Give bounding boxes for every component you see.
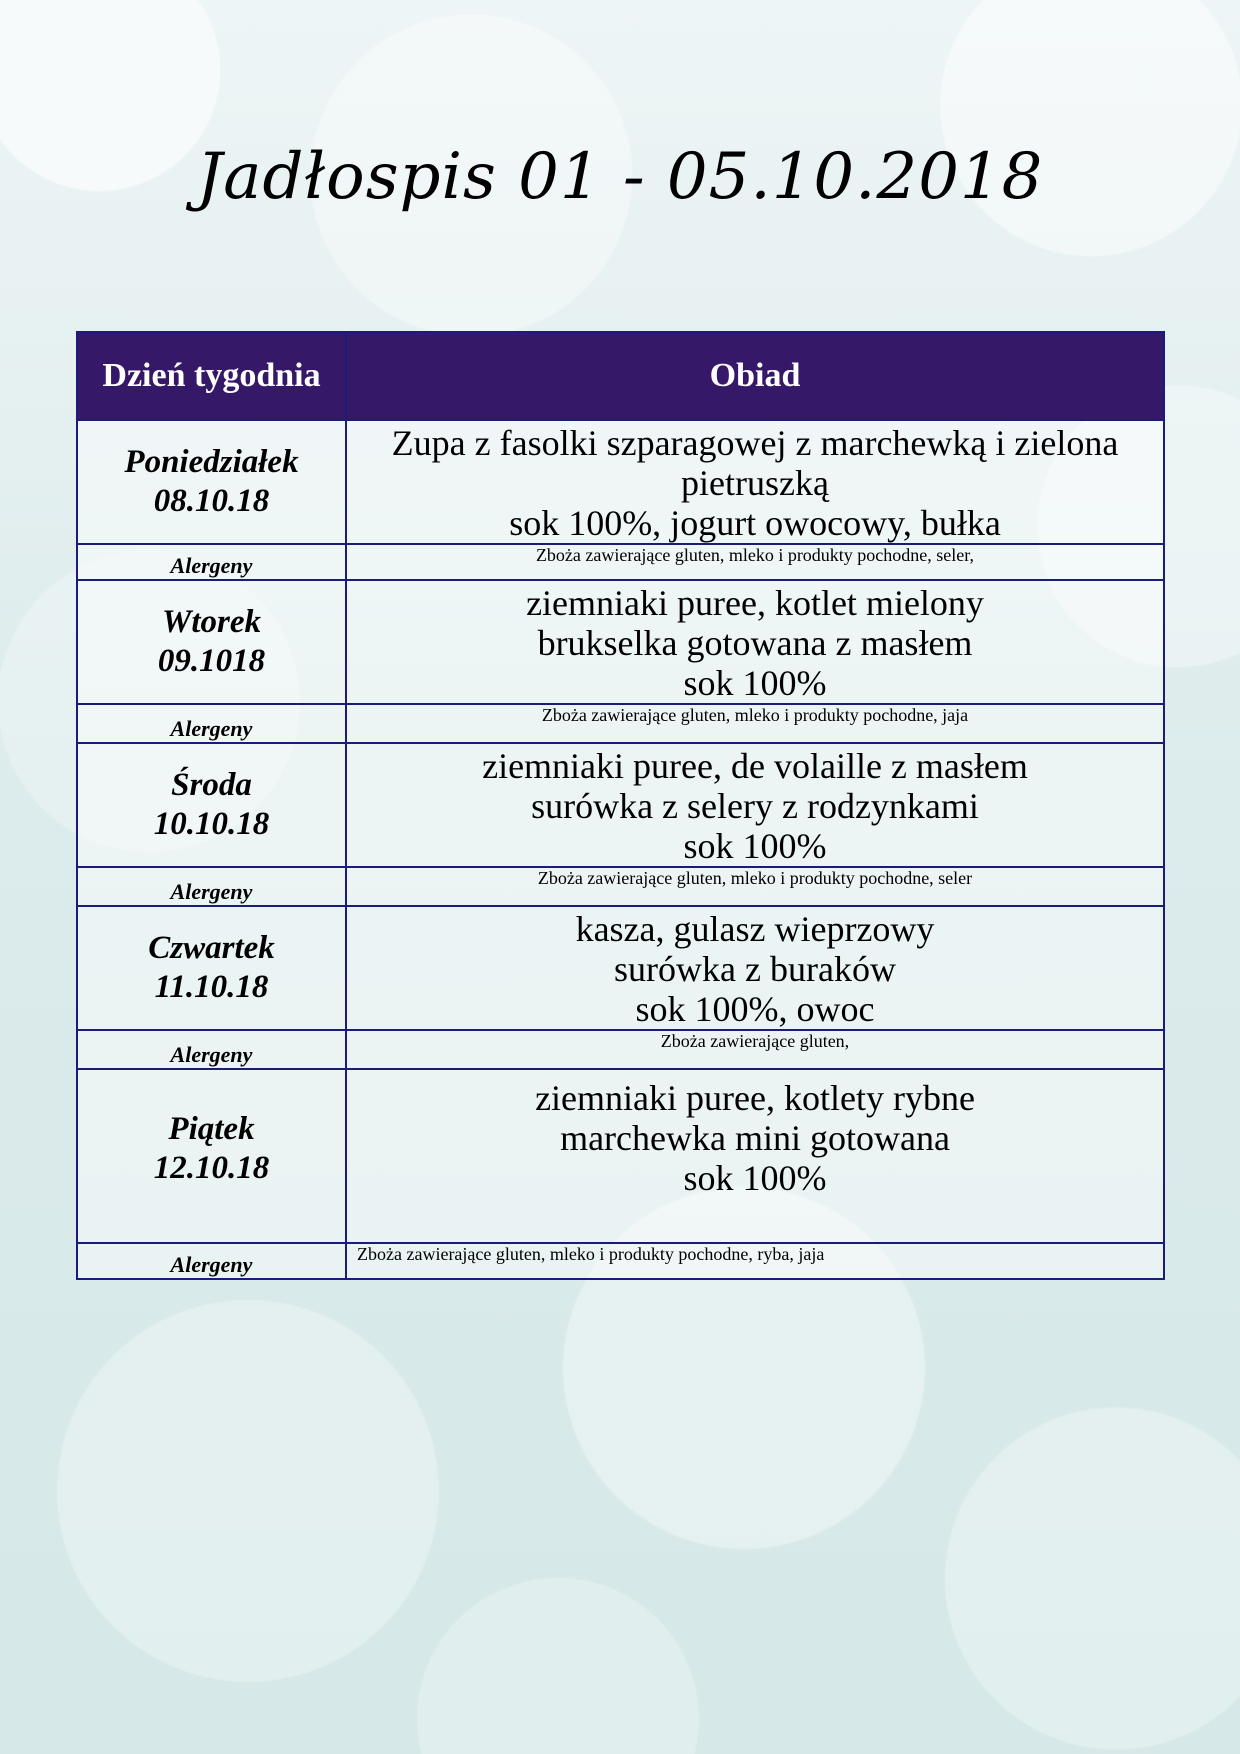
meal-line: ziemniaki puree, kotlety rybne	[535, 1078, 975, 1118]
allergens-text: Zboża zawierające gluten, mleko i produkty pochodne, ryba, jaja	[346, 1243, 1164, 1279]
allergens-label: Alergeny	[77, 867, 346, 906]
meal-line: ziemniaki puree, de volaille z masłem	[482, 746, 1028, 786]
meal-line: sok 100%	[683, 663, 827, 703]
meal-line: marchewka mini gotowana	[560, 1118, 950, 1158]
day-name: Czwartek	[148, 930, 275, 966]
allergens-text: Zboża zawierające gluten,	[346, 1030, 1164, 1069]
meal-cell	[346, 906, 1164, 1030]
day-cell	[77, 1069, 346, 1243]
allergens-row-friday	[77, 1243, 1164, 1279]
meal-line: surówka z selery z rodzynkami	[531, 786, 979, 826]
day-name: Piątek	[168, 1111, 255, 1147]
allergens-label: Alergeny	[77, 704, 346, 743]
meal-line: sok 100%	[683, 826, 827, 866]
meal-line: brukselka gotowana z masłem	[537, 623, 973, 663]
allergens-row-thursday	[77, 1030, 1164, 1069]
day-date: 10.10.18	[153, 806, 270, 842]
day-cell	[77, 906, 346, 1030]
day-cell	[77, 580, 346, 704]
header-row	[77, 332, 1164, 420]
day-row-monday	[77, 420, 1164, 544]
day-row-thursday	[77, 906, 1164, 1030]
header-day: Dzień tygodnia	[77, 332, 346, 420]
day-row-friday	[77, 1069, 1164, 1243]
day-row-tuesday	[77, 580, 1164, 704]
page-title: Jadłospis 01 - 05.10.2018	[196, 140, 1044, 214]
meal-cell	[346, 1069, 1164, 1243]
meal-cell	[346, 743, 1164, 867]
meal-line: sok 100%	[683, 1158, 827, 1198]
allergens-label: Alergeny	[77, 1243, 346, 1279]
allergens-row-monday	[77, 544, 1164, 580]
meal-line: pietruszką	[681, 463, 829, 503]
allergens-row-tuesday	[77, 704, 1164, 743]
allergens-label: Alergeny	[77, 1030, 346, 1069]
day-date: 09.1018	[157, 643, 266, 679]
allergens-text: Zboża zawierające gluten, mleko i produkty pochodne, jaja	[346, 704, 1164, 743]
meal-cell	[346, 580, 1164, 704]
meal-line: surówka z buraków	[614, 949, 896, 989]
day-date: 12.10.18	[153, 1150, 270, 1186]
day-name: Wtorek	[162, 604, 261, 640]
day-date: 08.10.18	[153, 483, 270, 519]
day-cell	[77, 420, 346, 544]
allergens-label: Alergeny	[77, 544, 346, 580]
day-name: Poniedziałek	[124, 444, 299, 480]
header-meal: Obiad	[346, 332, 1164, 420]
meal-line: kasza, gulasz wieprzowy	[575, 909, 935, 949]
meal-line: sok 100%, jogurt owocowy, bułka	[509, 503, 1001, 543]
meal-cell	[346, 420, 1164, 544]
meal-line: Zupa z fasolki szparagowej z marchewką i zielona	[391, 423, 1119, 463]
day-cell	[77, 743, 346, 867]
day-name: Środa	[171, 767, 252, 803]
meal-line: ziemniaki puree, kotlet mielony	[526, 583, 984, 623]
allergens-text: Zboża zawierające gluten, mleko i produkty pochodne, seler,	[346, 544, 1164, 580]
meal-line: sok 100%, owoc	[635, 989, 875, 1029]
menu-table	[76, 331, 1165, 1280]
allergens-row-wednesday	[77, 867, 1164, 906]
day-date: 11.10.18	[154, 969, 269, 1005]
allergens-text: Zboża zawierające gluten, mleko i produkty pochodne, seler	[346, 867, 1164, 906]
day-row-wednesday	[77, 743, 1164, 867]
